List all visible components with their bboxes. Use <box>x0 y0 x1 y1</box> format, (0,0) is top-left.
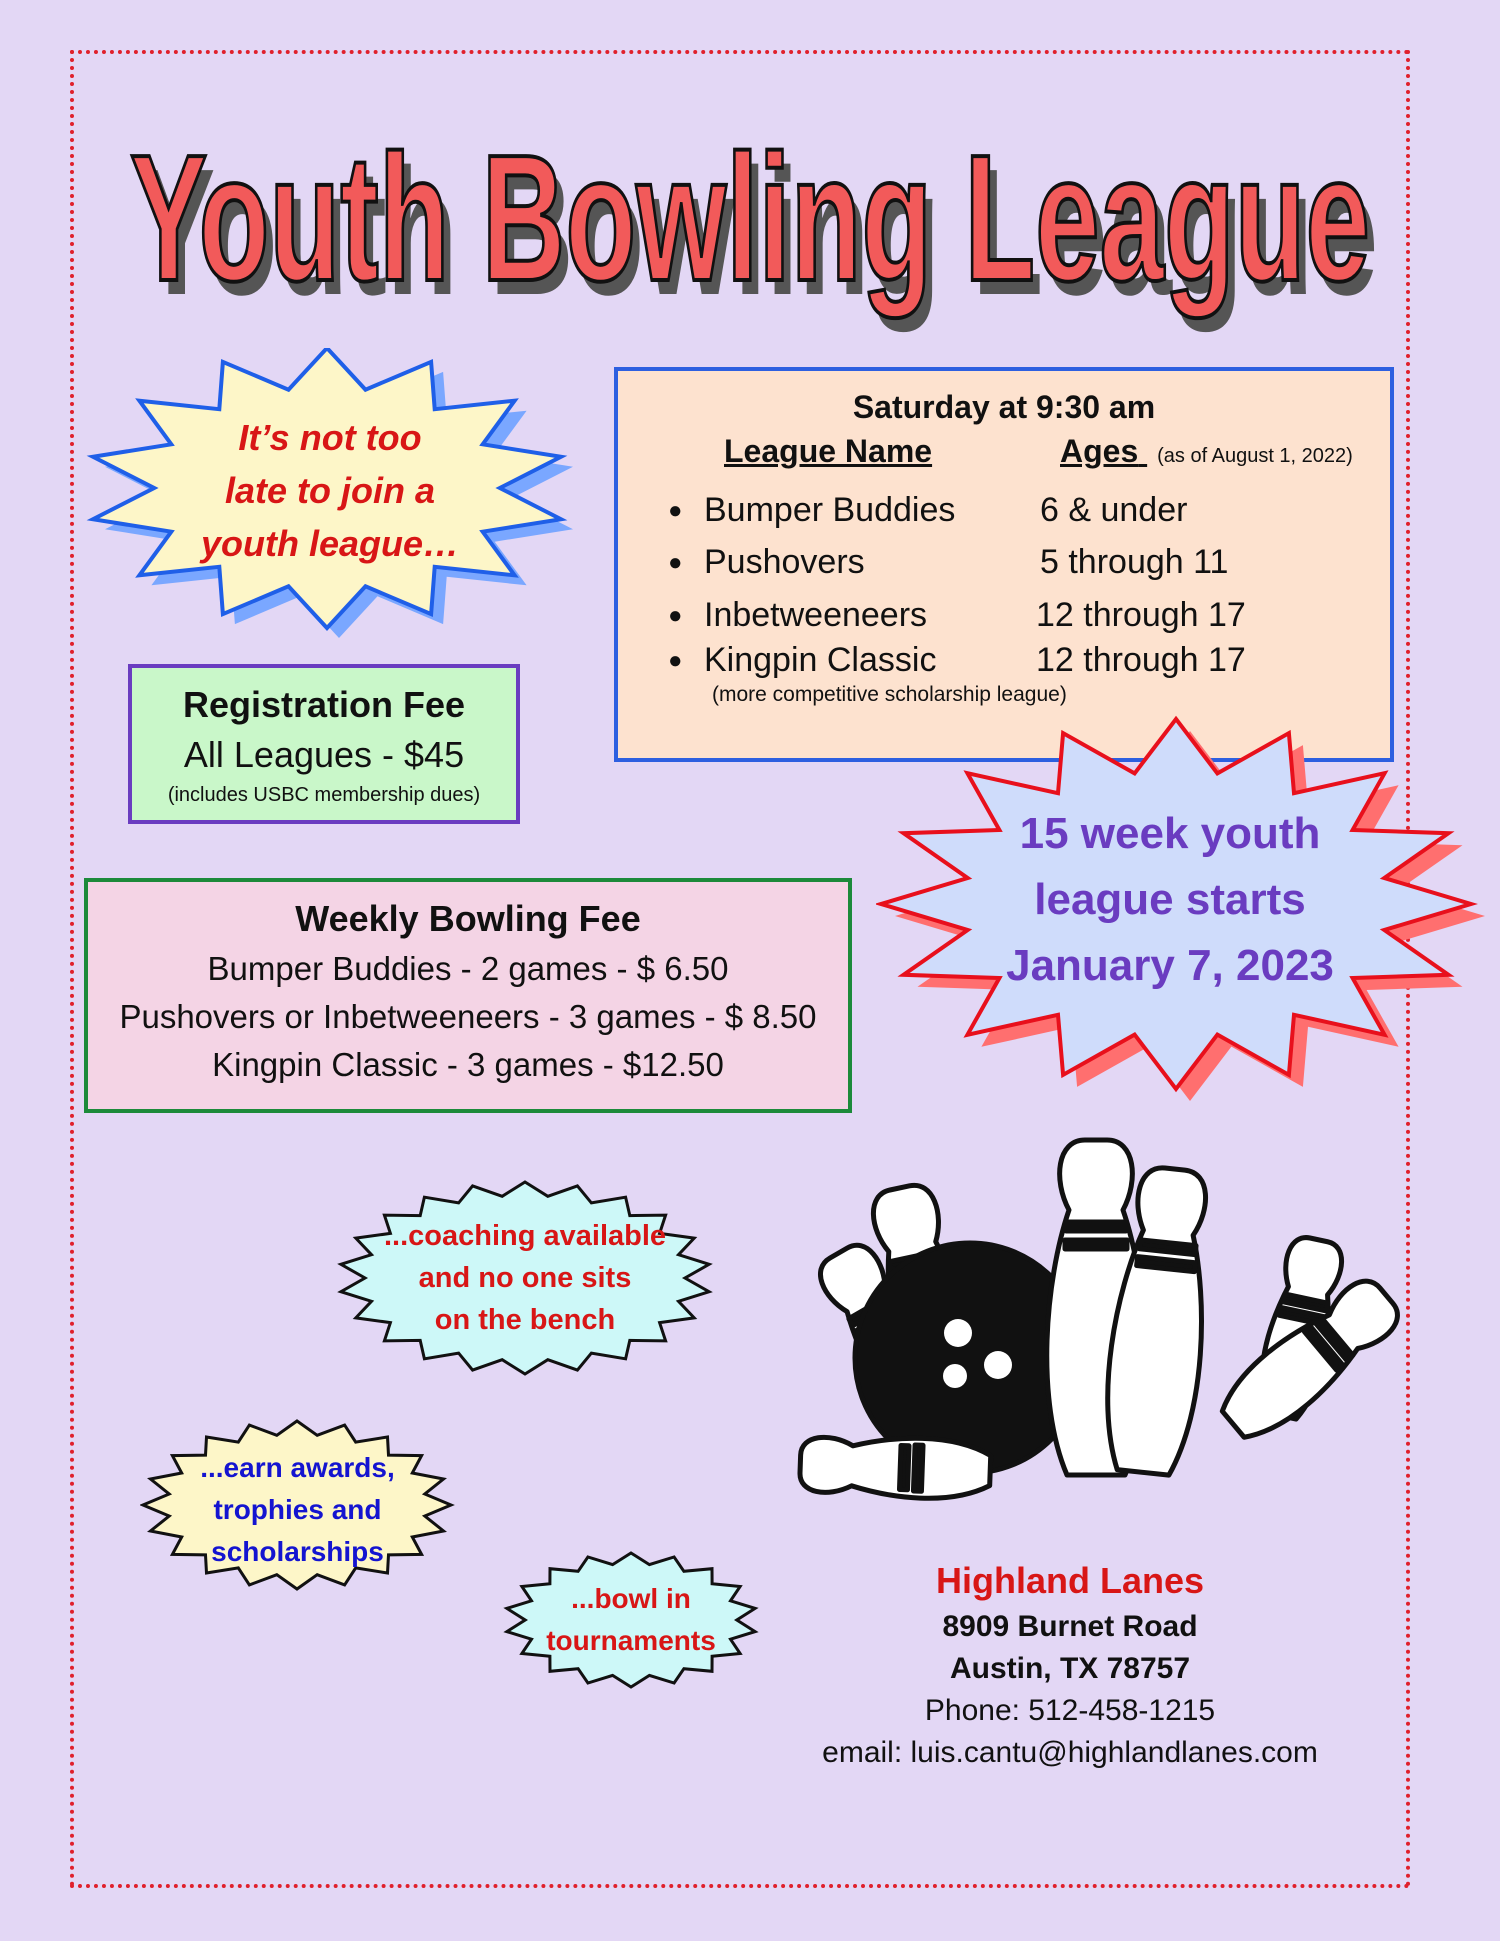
join-line-3: youth league… <box>200 522 460 564</box>
season-start-message <box>960 800 1380 1000</box>
join-line-1: It’s not too <box>238 416 422 458</box>
awards-line-1: ...earn awards, <box>200 1452 395 1483</box>
ages-header: Ages <box>1060 433 1139 469</box>
bowling-pins-icon <box>780 1128 1400 1528</box>
weekly-fee-box <box>84 878 852 1113</box>
coaching-line-3: on the bench <box>434 1304 616 1336</box>
join-line-2: late to join a <box>224 469 436 511</box>
season-line-3: January 7, 2023 <box>1006 941 1334 990</box>
league-ages: 6 & under <box>1040 491 1188 529</box>
venue-email[interactable]: email: luis.cantu@highlandlanes.com <box>822 1736 1318 1769</box>
league-name: Bumper Buddies <box>704 491 956 529</box>
venue-city: Austin, TX 78757 <box>949 1652 1191 1685</box>
league-name: Pushovers <box>704 543 865 581</box>
league-name: Kingpin Classic <box>704 641 937 679</box>
contact-block <box>730 1556 1410 1774</box>
league-name-header: League Name <box>724 433 933 469</box>
venue-street: 8909 Burnet Road <box>942 1610 1198 1643</box>
coaching-message <box>370 1218 680 1338</box>
venue-name: Highland Lanes <box>935 1560 1205 1601</box>
tournaments-line-1: ...bowl in <box>571 1583 691 1614</box>
flyer-title: Youth Bowling League <box>130 118 1370 319</box>
coaching-line-2: and no one sits <box>418 1262 632 1294</box>
awards-message <box>170 1452 425 1567</box>
registration-fee-box <box>128 664 520 824</box>
awards-line-3: scholarships <box>211 1536 384 1567</box>
flyer-title-graphic <box>100 80 1400 340</box>
bullet-icon: ● <box>668 497 683 524</box>
schedule-heading: Saturday at 9:30 am <box>852 389 1156 425</box>
tournaments-message <box>522 1568 740 1672</box>
weekly-fee-line: Kingpin Classic - 3 games - $12.50 <box>212 1046 724 1083</box>
venue-phone: Phone: 512-458-1215 <box>924 1694 1216 1727</box>
season-line-1: 15 week youth <box>1019 809 1321 858</box>
registration-note: (includes USBC membership dues) <box>167 784 481 806</box>
bullet-icon: ● <box>668 549 683 576</box>
league-ages: 12 through 17 <box>1036 596 1246 634</box>
league-name: Inbetweeneers <box>704 596 928 634</box>
awards-line-2: trophies and <box>213 1494 382 1525</box>
kingpin-note: (more competitive scholarship league) <box>712 683 1067 706</box>
weekly-title: Weekly Bowling Fee <box>295 898 641 939</box>
coaching-line-1: ...coaching available <box>383 1220 667 1252</box>
schedule-box <box>614 367 1394 762</box>
bullet-icon: ● <box>668 602 683 629</box>
league-ages: 5 through 11 <box>1040 543 1229 581</box>
weekly-fee-line: Pushovers or Inbetweeneers - 3 games - $ 8.50 <box>119 998 817 1035</box>
season-line-2: league starts <box>1034 875 1306 924</box>
league-ages: 12 through 17 <box>1036 641 1246 679</box>
ages-note: (as of August 1, 2022) <box>1157 445 1353 467</box>
join-message <box>150 400 510 580</box>
tournaments-line-2: tournaments <box>546 1625 716 1656</box>
bullet-icon: ● <box>668 647 683 674</box>
weekly-fee-line: Bumper Buddies - 2 games - $ 6.50 <box>207 950 729 987</box>
registration-title: Registration Fee <box>182 684 466 725</box>
registration-amount: All Leagues - $45 <box>183 734 465 775</box>
flyer-title-shadow: Youth Bowling League <box>138 132 1378 333</box>
